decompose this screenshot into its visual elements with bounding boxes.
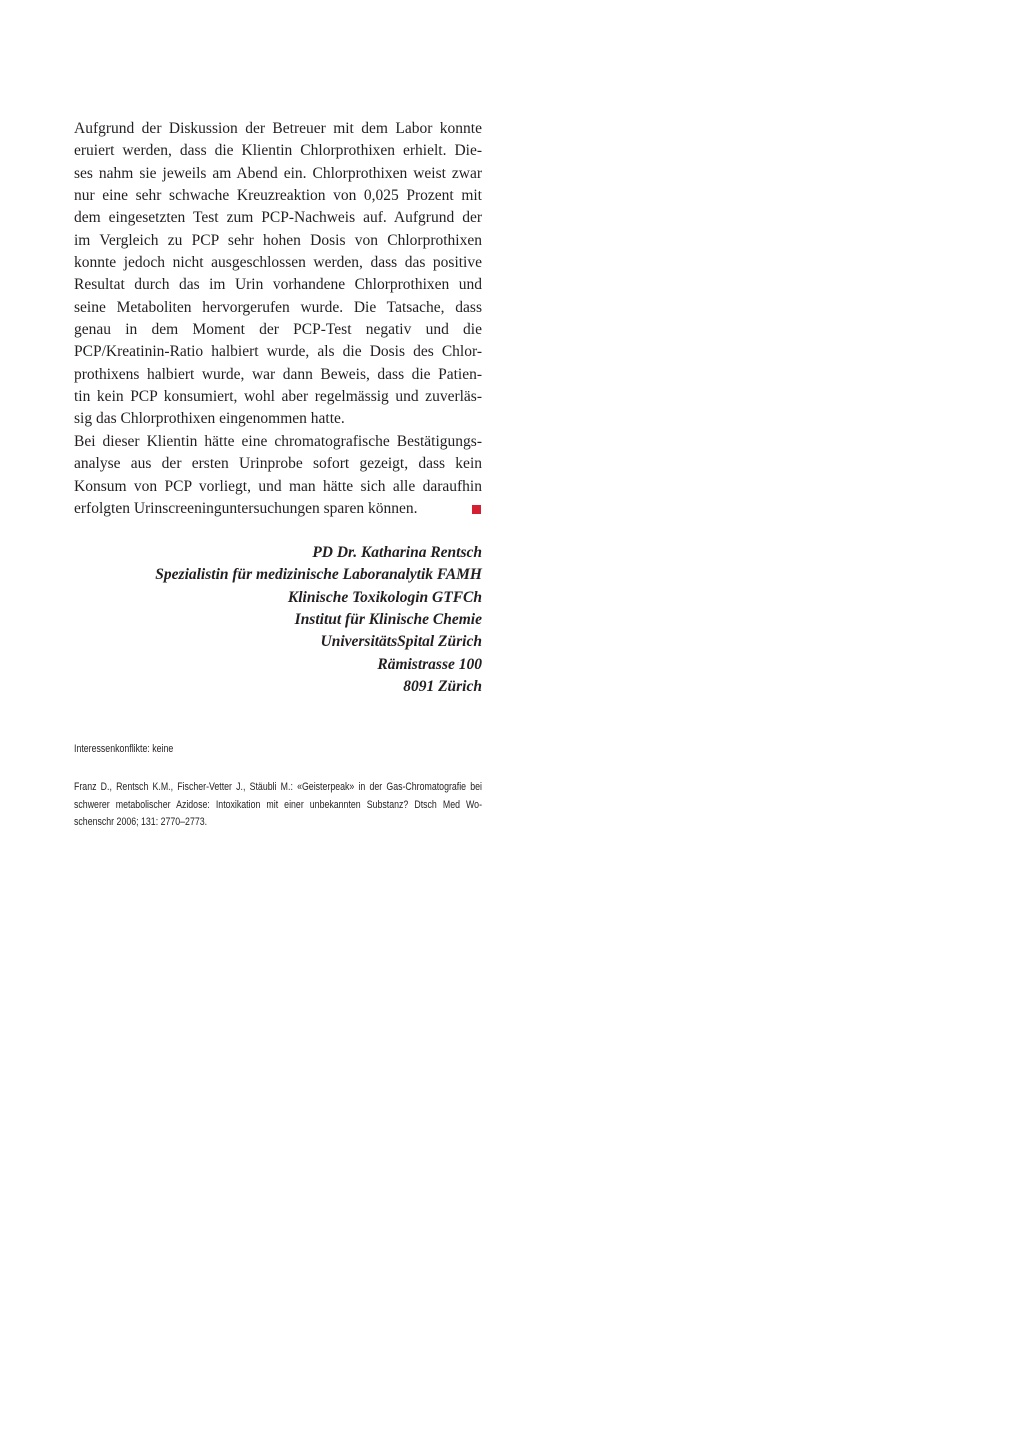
- author-street: Rämistrasse 100: [377, 655, 482, 673]
- author-title: Klinische Toxikologin GTFCh: [287, 588, 482, 606]
- body-line: Resultat durch das im Urin vorhandene Chlorprothixen und: [74, 276, 482, 294]
- body-line: Konsum von PCP vorliegt, und man hätte sich alle daraufhin: [74, 477, 482, 495]
- reference-line: schwerer metabolischer Azidose: Intoxikation mit einer unbekannten Substanz? Dtsch Med Wo-: [74, 798, 482, 811]
- conflict-of-interest: [74, 741, 482, 759]
- body-line: tin kein PCP konsumiert, wohl aber regelmässig und zuverläs-: [74, 388, 482, 406]
- body-line: konnte jedoch nicht ausgeschlossen werden, dass das positive: [74, 254, 482, 272]
- paragraph-2: [74, 431, 482, 520]
- reference-line: schenschr 2006; 131: 2770–2773.: [74, 816, 208, 828]
- reference-line: Franz D., Rentsch K.M., Fischer-Vetter J., Stäubli M.: «Geisterpeak» in der Gas-Chromatografie bei: [74, 781, 482, 793]
- body-line: ses nahm sie jeweils am Abend ein. Chlorprothixen weist zwar: [74, 164, 482, 182]
- author-signature: [74, 542, 482, 698]
- body-line: eruiert werden, dass die Klientin Chlorprothixen erhielt. Die-: [74, 142, 482, 160]
- conflict-of-interest-text: Interessenkonflikte: keine: [74, 743, 174, 755]
- author-institute: Institut für Klinische Chemie: [294, 611, 482, 629]
- body-line: Aufgrund der Diskussion der Betreuer mit dem Labor konnte: [74, 120, 482, 137]
- body-line: nur eine sehr schwache Kreuzreaktion von 0,025 Prozent mit: [74, 187, 482, 205]
- red-square-icon: [472, 505, 481, 514]
- body-line: seine Metaboliten hervorgerufen wurde. Die Tatsache, dass: [74, 298, 482, 316]
- author-city: 8091 Zürich: [403, 678, 482, 696]
- body-line-text: erfolgten Urinscreeninguntersuchungen sparen können.: [74, 499, 418, 517]
- paragraph-1: [74, 118, 482, 431]
- body-line: analyse aus der ersten Urinprobe sofort gezeigt, dass kein: [74, 455, 482, 473]
- body-line: sig das Chlorprothixen eingenommen hatte.: [74, 410, 345, 428]
- article-body: [74, 118, 482, 520]
- body-line: Bei dieser Klientin hätte eine chromatografische Bestätigungs-: [74, 432, 482, 450]
- body-line: PCP/Kreatinin-Ratio halbiert wurde, als die Dosis des Chlor-: [74, 343, 482, 361]
- author-name: PD Dr. Katharina Rentsch: [312, 544, 482, 561]
- author-title: Spezialistin für medizinische Laboranalytik FAMH: [155, 566, 482, 584]
- body-line: prothixens halbiert wurde, war dann Beweis, dass die Patien-: [74, 365, 482, 383]
- reference: [74, 779, 482, 832]
- body-last-line: [74, 498, 482, 520]
- body-line: genau in dem Moment der PCP-Test negativ und die: [74, 321, 482, 339]
- body-line: dem eingesetzten Test zum PCP-Nachweis auf. Aufgrund der: [74, 209, 482, 227]
- author-hospital: UniversitätsSpital Zürich: [320, 633, 482, 651]
- body-line: im Vergleich zu PCP sehr hohen Dosis von Chlorprothixen: [74, 231, 482, 249]
